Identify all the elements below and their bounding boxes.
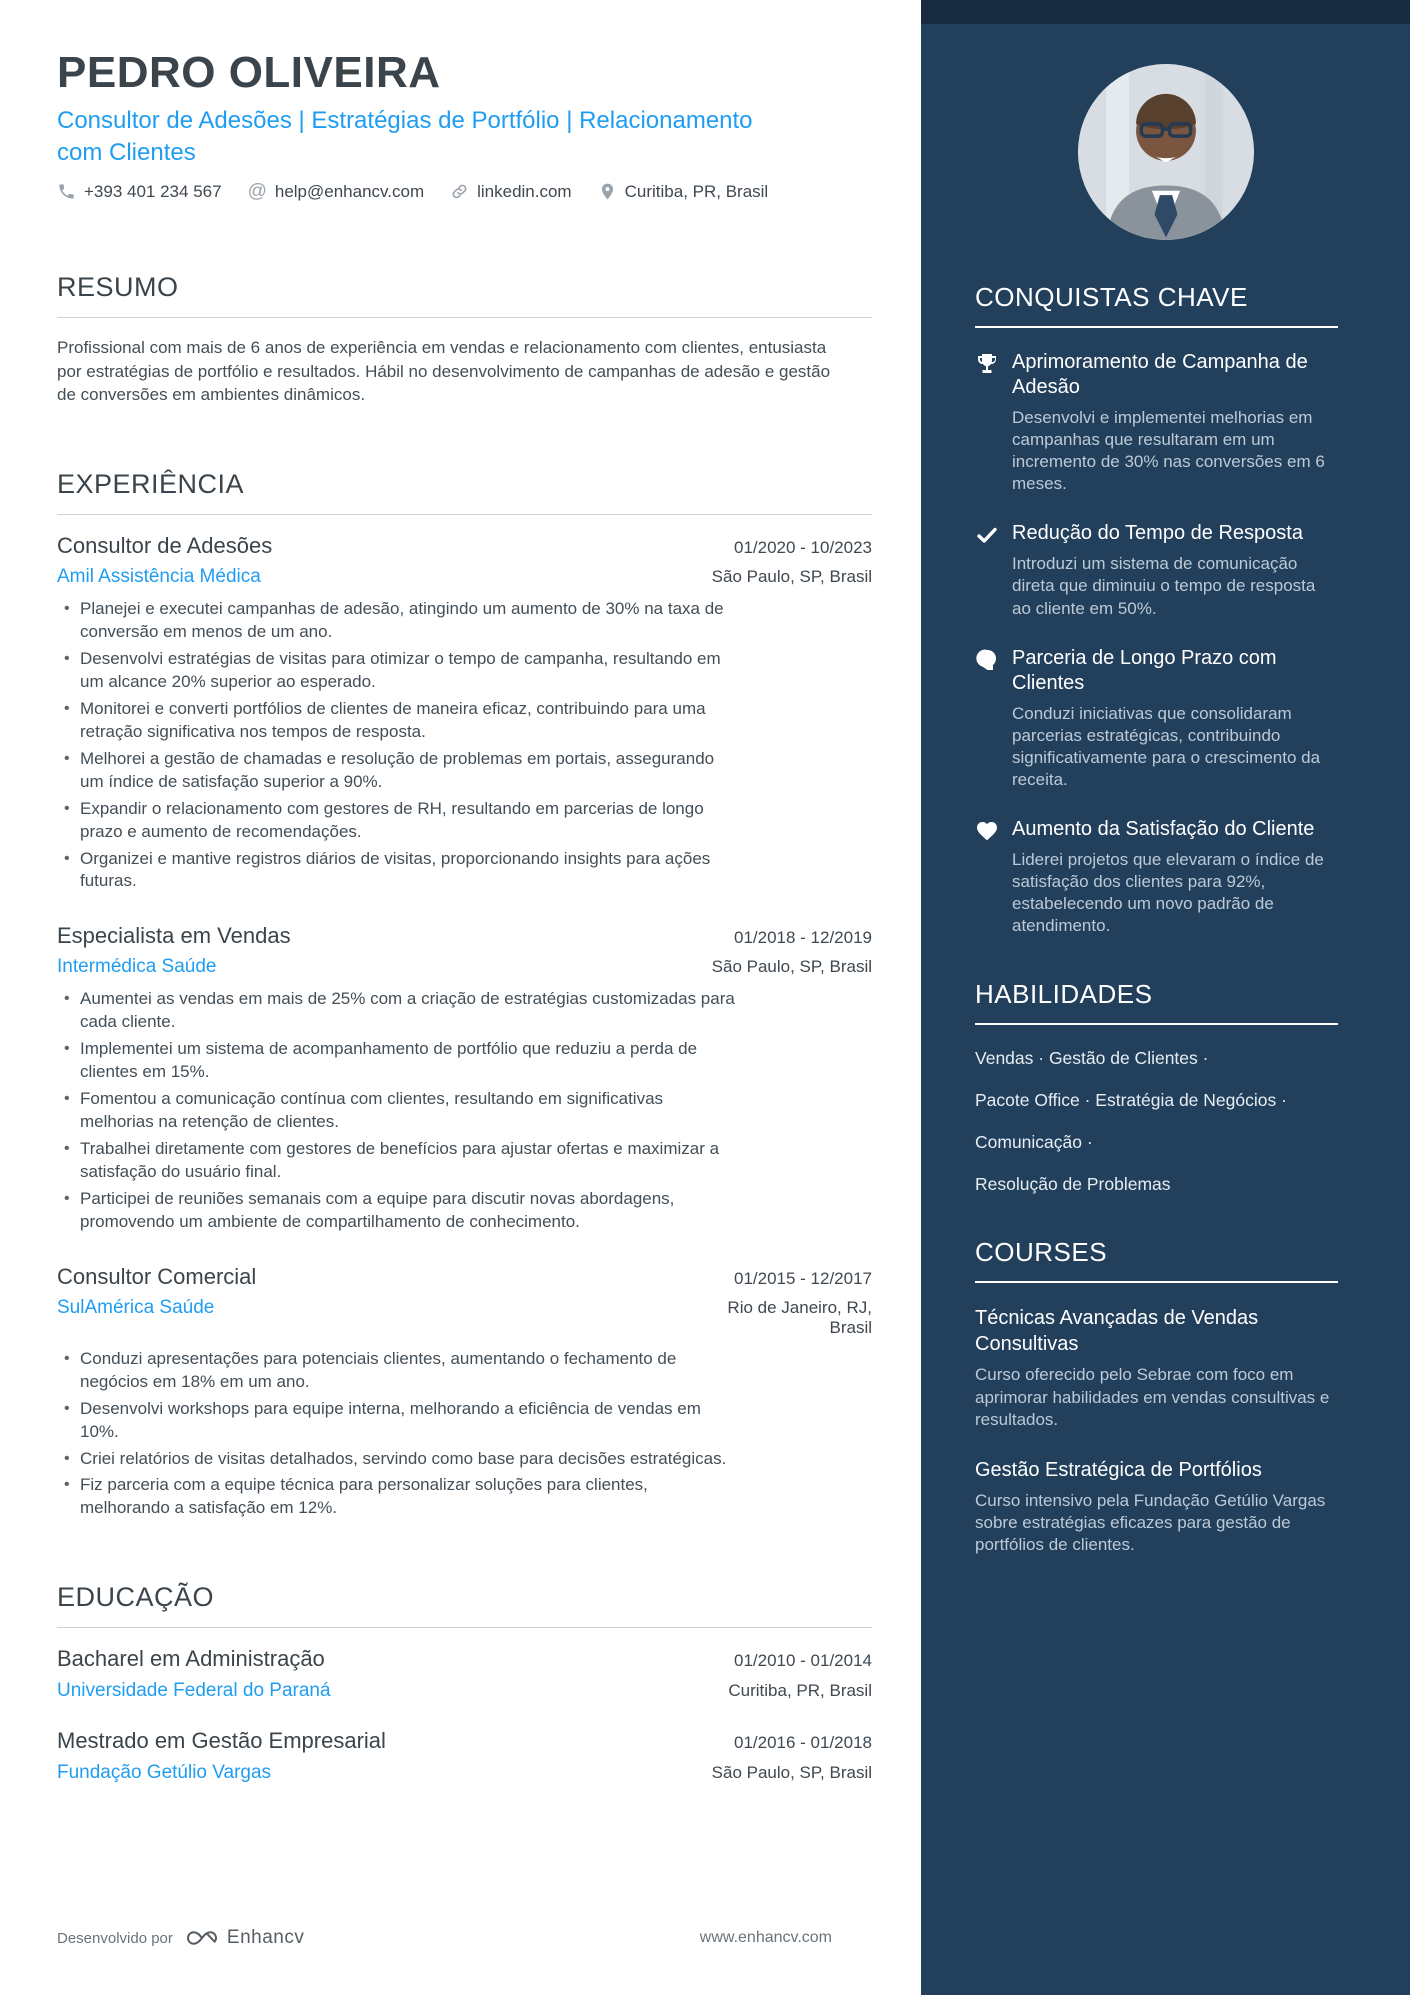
experience-heading: EXPERIÊNCIA [57, 469, 872, 515]
degree-dates: 01/2016 - 01/2018 [733, 1733, 872, 1753]
experience-entry [57, 533, 872, 893]
achievement-title: Parceria de Longo Prazo com Clientes [1012, 646, 1277, 694]
contact-email[interactable] [248, 182, 425, 202]
check-icon [975, 523, 999, 547]
profile-photo [1078, 64, 1254, 240]
skill-line[interactable]: Pacote Office · Estratégia de Negócios · [975, 1090, 1287, 1111]
courses-list [975, 1305, 1338, 1556]
job-location: São Paulo, SP, Brasil [711, 567, 872, 587]
powered-by-label: Desenvolvido por [57, 1929, 173, 1947]
candidate-headline: Consultor de Adesões | Estratégias de Portfólio | Relacionamento com Clientes [57, 107, 753, 167]
courses-heading: COURSES [975, 1237, 1338, 1283]
contact-phone[interactable] [57, 182, 222, 202]
course-item [975, 1457, 1338, 1556]
heart-icon [975, 819, 999, 843]
contact-row [57, 182, 872, 210]
bullet-item: • Aumentei as vendas em mais de 25% com a criação de estratégias customizadas para cada cliente. [57, 988, 737, 1034]
sidebar [921, 0, 1410, 1995]
bullet-item: • Fiz parceria com a equipe técnica para personalizar soluções para clientes, melhorando a satisfação em 12%. [57, 1474, 737, 1520]
summary-text: Profissional com mais de 6 anos de experiência em vendas e relacionamento com clientes, entusiasta por estratégias de portfólio e resultados. Hábil no desenvolvimento de campanhas de adesão e gestão de conversões em ambientes dinâmicos. [57, 337, 831, 405]
website-url[interactable]: www.enhancv.com [699, 1929, 832, 1946]
degree-school[interactable]: Universidade Federal do Paraná [57, 1680, 331, 1702]
achievement-item [975, 350, 1338, 495]
experience-entry [57, 923, 872, 1233]
job-dates: 01/2020 - 10/2023 [733, 538, 872, 558]
skill-line[interactable]: Resolução de Problemas [975, 1173, 1171, 1194]
course-item [975, 1305, 1338, 1430]
degree-location: São Paulo, SP, Brasil [711, 1763, 872, 1783]
person-portrait-icon [1078, 64, 1254, 240]
education-section [57, 1582, 872, 1784]
bullet-item: • Organizei e mantive registros diários de visitas, proporcionando insights para ações futuras. [57, 848, 737, 894]
achievement-title: Redução do Tempo de Resposta [1012, 522, 1303, 545]
achievements-list [975, 350, 1338, 937]
link-icon [450, 182, 469, 201]
achievements-heading: CONQUISTAS CHAVE [975, 282, 1338, 328]
achievement-item [975, 521, 1338, 619]
course-text: Curso oferecido pelo Sebrae com foco em aprimorar habilidades em vendas consultivas e resultados. [975, 1365, 1330, 1429]
trophy-icon [975, 352, 999, 376]
degree-title: Mestrado em Gestão Empresarial [57, 1728, 386, 1754]
achievement-text: Desenvolvi e implementei melhorias em campanhas que resultaram em um incremento de 30% nas conversões em 6 meses. [1012, 408, 1325, 494]
job-dates: 01/2018 - 12/2019 [733, 928, 872, 948]
summary-heading: RESUMO [57, 272, 872, 318]
job-company[interactable]: Amil Assistência Médica [57, 566, 261, 588]
bullet-item: • Criei relatórios de visitas detalhados, servindo como base para decisões estratégicas. [57, 1448, 737, 1471]
bullet-item: • Monitorei e converti portfólios de clientes de maneira eficaz, contribuindo para uma retração significativa nos tempos de resposta. [57, 698, 737, 744]
course-title: Gestão Estratégica de Portfólios [975, 1458, 1262, 1481]
degree-school[interactable]: Fundação Getúlio Vargas [57, 1762, 272, 1784]
job-title: Especialista em Vendas [57, 923, 291, 949]
job-location: Rio de Janeiro, RJ, Brasil [727, 1297, 872, 1337]
enhancv-logo-icon [185, 1927, 219, 1949]
bullet-item: • Participei de reuniões semanais com a equipe para discutir novas abordagens, promovendo um ambiente de compartilhamento de conhecimento. [57, 1188, 737, 1234]
head-icon [975, 648, 999, 672]
bullet-item: • Implementei um sistema de acompanhamento de portfólio que reduziu a perda de clientes em 15%. [57, 1038, 737, 1084]
bullet-item: • Conduzi apresentações para potenciais clientes, aumentando o fechamento de negócios em 18% em um ano. [57, 1348, 737, 1394]
job-bullets [57, 988, 872, 1233]
education-heading: EDUCAÇÃO [57, 1582, 872, 1628]
bullet-item: • Desenvolvi workshops para equipe interna, melhorando a eficiência de vendas em 10%. [57, 1398, 737, 1444]
achievements-section [975, 282, 1338, 937]
map-pin-icon [598, 182, 617, 201]
job-bullets [57, 598, 872, 893]
skill-line[interactable]: Comunicação · [975, 1131, 1093, 1152]
job-title: Consultor Comercial [57, 1263, 257, 1289]
phone-icon [57, 182, 76, 201]
achievement-title: Aumento da Satisfação do Cliente [1012, 818, 1315, 841]
achievement-item [975, 646, 1338, 791]
job-dates: 01/2015 - 12/2017 [733, 1268, 872, 1288]
experience-section [57, 469, 872, 1520]
achievement-text: Introduzi um sistema de comunicação direta que diminuiu o tempo de resposta ao cliente em 50%. [1012, 554, 1316, 618]
degree-dates: 01/2010 - 01/2014 [733, 1651, 872, 1671]
skills-section [975, 979, 1338, 1195]
jobs-list [57, 533, 872, 1520]
degree-title: Bacharel em Administração [57, 1646, 325, 1672]
degree-location: Curitiba, PR, Brasil [728, 1681, 872, 1701]
powered-by[interactable] [57, 1927, 304, 1949]
sidebar-top-strip [921, 0, 1410, 24]
link-url: linkedin.com [477, 181, 572, 201]
contact-location [598, 182, 769, 202]
footer [57, 1927, 832, 1949]
degrees-list [57, 1646, 872, 1784]
courses-section [975, 1237, 1338, 1556]
skill-line[interactable]: Vendas · Gestão de Clientes · [975, 1048, 1209, 1069]
job-company[interactable]: SulAmérica Saúde [57, 1296, 215, 1318]
skills-heading: HABILIDADES [975, 979, 1338, 1025]
education-entry [57, 1728, 872, 1784]
bullet-item: • Fomentou a comunicação contínua com clientes, resultando em significativas melhorias na retenção de clientes. [57, 1088, 737, 1134]
achievement-title: Aprimoramento de Campanha de Adesão [1012, 351, 1308, 398]
course-text: Curso intensivo pela Fundação Getúlio Vargas sobre estratégias eficazes para gestão de portfólios de clientes. [975, 1490, 1326, 1554]
experience-entry [57, 1264, 872, 1521]
job-title: Consultor de Adesões [57, 533, 273, 559]
bullet-item: • Desenvolvi estratégias de visitas para otimizar o tempo de campanha, resultando em um alcance 20% superior ao esperado. [57, 648, 737, 694]
education-entry [57, 1646, 872, 1702]
at-icon: @ [247, 181, 267, 203]
achievement-text: Conduzi iniciativas que consolidaram parcerias estratégicas, contribuindo significativamente para o crescimento da receita. [1012, 703, 1321, 789]
bullet-item: • Expandir o relacionamento com gestores de RH, resultando em parcerias de longo prazo e aumento de recomendações. [57, 798, 737, 844]
summary-section [57, 272, 872, 407]
job-company[interactable]: Intermédica Saúde [57, 956, 217, 978]
location-text: Curitiba, PR, Brasil [624, 181, 769, 201]
brand-name: Enhancv [226, 1927, 305, 1948]
bullet-item: • Trabalhei diretamente com gestores de benefícios para ajustar ofertas e maximizar a satisfação do usuário final. [57, 1138, 737, 1184]
skills-list [975, 1047, 1338, 1195]
job-bullets [57, 1348, 872, 1521]
email-address: help@enhancv.com [274, 181, 425, 201]
achievement-item [975, 817, 1338, 937]
bullet-item: • Melhorei a gestão de chamadas e resolução de problemas em portais, assegurando um índice de satisfação superior a 90%. [57, 748, 737, 794]
achievement-text: Liderei projetos que elevaram o índice de satisfação dos clientes para 92%, estabelecendo um novo padrão de atendimento. [1012, 850, 1324, 936]
phone-number: +393 401 234 567 [84, 181, 222, 201]
course-title: Técnicas Avançadas de Vendas Consultivas [975, 1307, 1259, 1356]
job-location: São Paulo, SP, Brasil [711, 957, 872, 977]
candidate-name: PEDRO OLIVEIRA [57, 48, 441, 97]
contact-link[interactable] [450, 182, 572, 202]
bullet-item: • Planejei e executei campanhas de adesão, atingindo um aumento de 30% na taxa de conversão em menos de um ano. [57, 598, 737, 644]
